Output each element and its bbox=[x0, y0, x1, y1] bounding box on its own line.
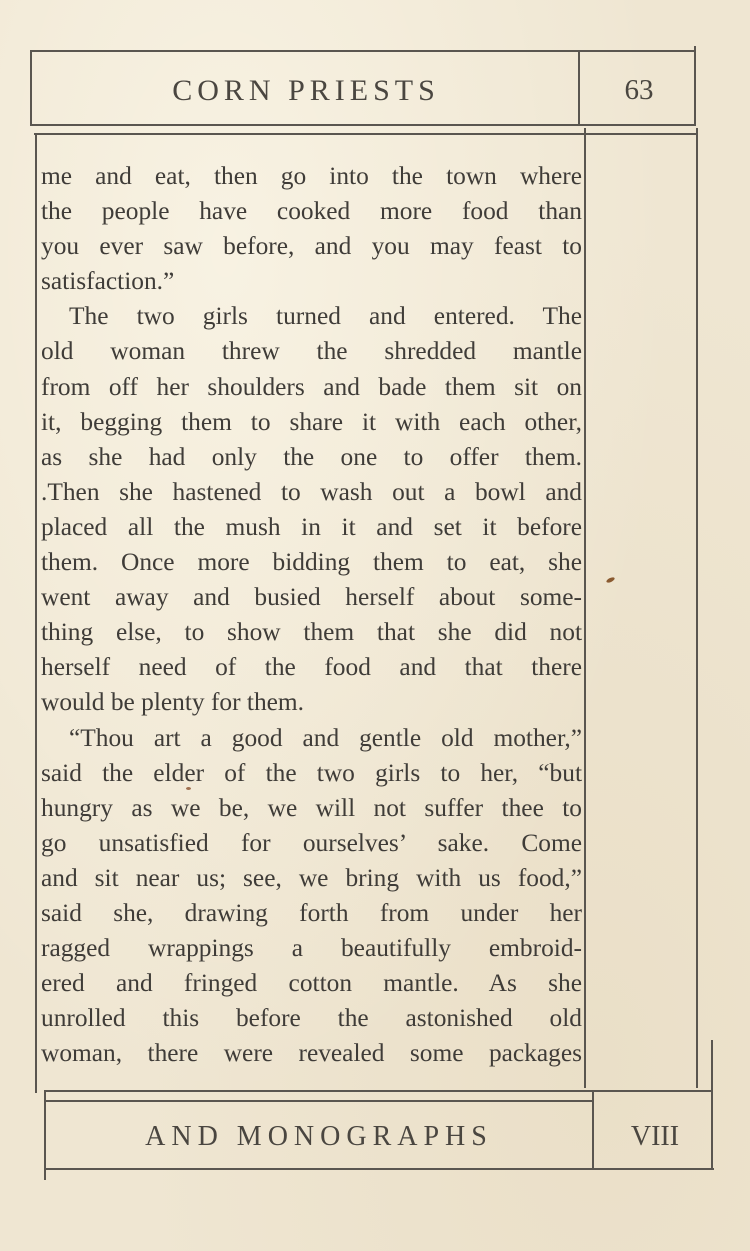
header-left-rule bbox=[30, 50, 32, 126]
series-title: AND MONOGRAPHS bbox=[145, 1121, 493, 1152]
text-line: them. Once more bidding them to eat, she bbox=[41, 548, 582, 577]
footer-bottom-rule bbox=[46, 1168, 714, 1170]
text-line: ered and fringed cotton mantle. As she bbox=[41, 969, 582, 998]
text-line: .Then she hastened to wash out a bowl and bbox=[41, 477, 582, 506]
volume-number: VIII bbox=[630, 1121, 680, 1152]
header-divider-rule bbox=[578, 50, 580, 126]
text-line: said she, drawing forth from under her bbox=[41, 898, 582, 927]
text-line: from off her shoulders and bade them sit on bbox=[41, 372, 582, 401]
paragraph bbox=[41, 721, 582, 1072]
paper-speck bbox=[186, 787, 191, 790]
footer-inner-top-rule bbox=[44, 1100, 592, 1102]
footer-divider-rule bbox=[592, 1090, 594, 1170]
text-line: the people have cooked more food than bbox=[41, 197, 582, 226]
body-right-rule bbox=[696, 128, 698, 1088]
text-line: would be plenty for them. bbox=[41, 688, 305, 717]
text-line: went away and busied herself about some- bbox=[41, 583, 582, 612]
paper-speck bbox=[606, 576, 616, 583]
text-line: thing else, to show them that she did not bbox=[41, 618, 582, 647]
text-line: me and eat, then go into the town where bbox=[41, 162, 582, 190]
header-top-rule bbox=[30, 50, 696, 52]
body-text bbox=[41, 159, 582, 1071]
running-head-title: CORN PRIESTS bbox=[172, 74, 440, 107]
text-line: you ever saw before, and you may feast to bbox=[41, 232, 582, 261]
paragraph bbox=[41, 159, 582, 299]
text-line: as she had only the one to offer them. bbox=[41, 442, 582, 471]
text-line: The two girls turned and entered. The bbox=[69, 302, 582, 331]
footer-top-rule bbox=[44, 1090, 712, 1092]
text-line: herself need of the food and that there bbox=[41, 653, 582, 682]
text-line: it, begging them to share it with each other, bbox=[41, 407, 582, 436]
page-number: 63 bbox=[624, 74, 654, 106]
text-line: placed all the mush in it and set it before bbox=[41, 512, 582, 541]
text-line: “Thou art a good and gentle old mother,” bbox=[69, 723, 582, 752]
text-line: and sit near us; see, we bring with us food,” bbox=[41, 863, 582, 892]
text-line: satisfaction.” bbox=[41, 267, 175, 296]
body-top-rule bbox=[34, 133, 696, 135]
paragraph bbox=[41, 299, 582, 720]
body-left-rule bbox=[35, 133, 37, 1093]
text-line: hungry as we be, we will not suffer thee to bbox=[41, 793, 582, 822]
body-column-rule bbox=[584, 128, 586, 1088]
text-line: said the elder of the two girls to her, “but bbox=[41, 758, 582, 787]
text-line: woman, there were revealed some packages bbox=[41, 1039, 582, 1068]
text-line: old woman threw the shredded mantle bbox=[41, 337, 582, 366]
text-line: ragged wrappings a beautifully embroid- bbox=[41, 934, 582, 963]
text-line: unrolled this before the astonished old bbox=[41, 1004, 582, 1033]
header-bottom-rule bbox=[32, 124, 696, 126]
text-line: go unsatisfied for ourselves’ sake. Come bbox=[41, 828, 582, 857]
